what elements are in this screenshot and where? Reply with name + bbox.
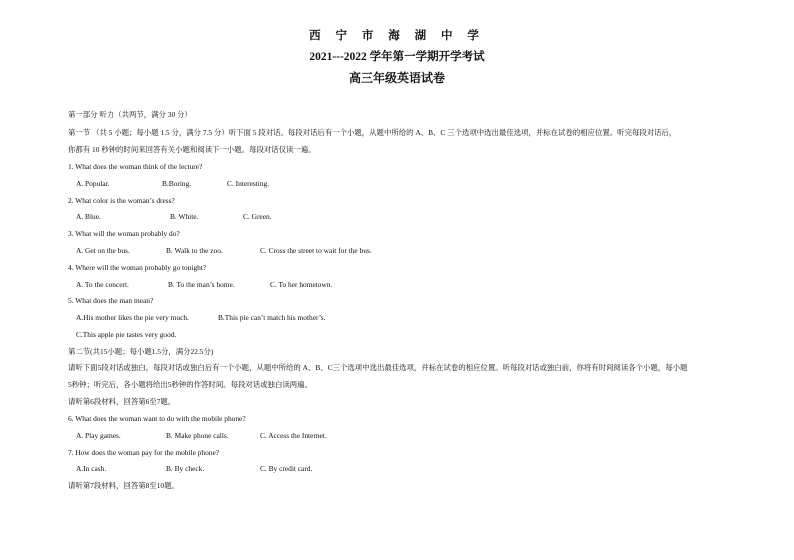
question-1-stem: 1. What does the woman think of the lecture? [68,162,203,171]
section2-instruction-line2: 5秒钟；听完后，各小题将给出5秒钟的作答时间。每段对话或独白读两遍。 [68,380,312,389]
school-name: 西 宁 市 海 湖 中 学 [309,30,485,42]
question-3-option-b: B. Walk to the zoo. [166,246,223,255]
question-6-option-b: B. Make phone calls. [166,431,229,440]
question-3-stem: 3. What will the woman probably do? [68,229,180,238]
question-1-option-b: B.Boring. [162,179,192,188]
question-5-option-c: C.This apple pie tastes very good. [76,330,177,339]
question-6-stem: 6. What does the woman want to do with the mobile phone? [68,414,246,423]
question-4-option-c: C. To her hometown. [270,280,333,289]
question-4-option-b: B. To the man’s home. [168,280,235,289]
question-5-stem: 5. What does the man mean? [68,296,154,305]
question-2-option-a: A. Blue. [76,212,101,221]
section1-instruction-line1: 第一节 （共 5 小题；每小题 1.5 分，满分 7.5 分）听下面 5 段对话。每段对话后有一个小题，从题中所给的 A、B、C 三个选项中选出最佳选项，并标在试卷的相应位置。听完每段对话后， [68,128,677,137]
question-6-option-a: A. Play games. [76,431,121,440]
question-2-option-c: C. Green. [243,212,272,221]
paper-title: 高三年级英语试卷 [348,71,445,85]
question-4-stem: 4. Where will the woman probably go tonight? [68,263,207,272]
question-3-option-c: C. Cross the street to wait for the bus. [260,246,372,255]
section2-heading: 第二节(共15小题；每小题1.5分，满分22.5分) [68,347,214,356]
question-5-option-a: A.His mother likes the pie very much. [76,313,189,322]
question-7-option-a: A.In cash. [76,464,107,473]
question-1-option-c: C. Interesting. [227,179,270,188]
part1-heading: 第一部分 听力（共两节，满分 30 分） [68,110,192,119]
question-7-option-c: C. By credit card. [260,464,313,473]
question-4-option-a: A. To the concert. [76,280,129,289]
material-7-note: 请听第7段材料，回答第8至10题。 [68,481,179,490]
question-2-option-b: B. White. [170,212,199,221]
question-6-option-c: C. Access the Internet. [260,431,327,440]
exam-term: 2021---2022 学年第一学期开学考试 [309,51,485,63]
section2-instruction-line1: 请听下面5段对话或独白。每段对话或独白后有一个小题，从题中所给的 A、B、C三个选项中选出最佳选项，并标在试卷的相应位置。听每段对话或独白前，你将有时间阅读各个小题，每小题 [68,363,688,372]
question-1-option-a: A. Popular. [76,179,110,188]
question-3-option-a: A. Get on the bus. [76,246,130,255]
question-7-option-b: B. By check. [166,464,205,473]
question-7-stem: 7. How does the woman pay for the mobile phone? [68,448,220,457]
question-5-option-b: B.This pie can’t match his mother’s. [218,313,326,322]
material-6-note: 请听第6段材料，回答第6至7题。 [68,397,176,406]
section1-instruction-line2: 你都有 10 秒钟的时间来回答有关小题和阅读下一小题。每段对话仅读一遍。 [68,145,316,154]
question-2-stem: 2. What color is the woman’s dress? [68,196,175,205]
